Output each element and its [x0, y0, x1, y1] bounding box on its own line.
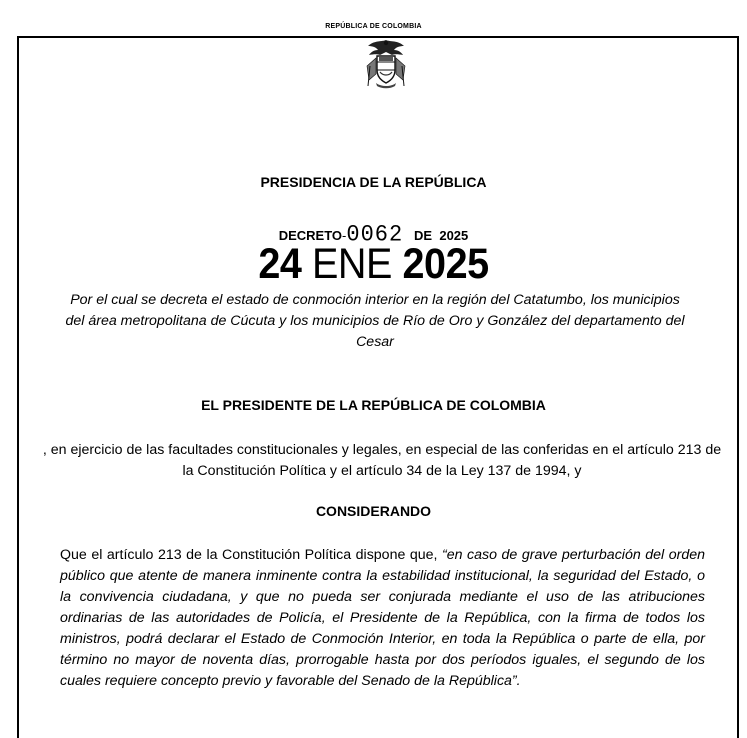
paragraph-quote: “en caso de grave perturbación del orden público que atente de manera inminente contra la estabilidad institucional, la seguridad del Estado, o la convivencia ciudadana, y que no pueda ser conjurada mediante el uso de las atribuciones ordinarias de las autoridades de Policía, el Presidente de la República, con la firma de todos los ministros, podrá declarar el Estado de Conmoción Interior, en toda la República o parte de ella, por término no mayor de noventa días, prorrogable hasta por dos períodos iguales, el segundo de los cuales requiere concepto previo y favorable del Senado de la República”. [60, 547, 705, 689]
date-year: 2025 [402, 240, 489, 288]
decree-year: 2025 [439, 228, 469, 243]
date-stamp [30, 240, 717, 289]
date-month: ENE [311, 240, 392, 288]
considerando-paragraph [60, 545, 705, 692]
decree-number: 0062 [346, 221, 404, 248]
authority-heading: EL PRESIDENTE DE LA REPÚBLICA DE COLOMBIA [201, 397, 546, 413]
date-day: 24 [258, 240, 302, 288]
decree-subtitle: Por el cual se decreta el estado de conmoción interior en la región del Catatumbo, los municipios del área metropolitana de Cúcuta y los municipios de Río de Oro y González del departamento del Cesar [65, 292, 685, 350]
country-header: REPÚBLICA DE COLOMBIA [325, 23, 422, 30]
decree-de-label: DE [414, 228, 433, 243]
issuer-heading: PRESIDENCIA DE LA REPÚBLICA [260, 174, 487, 190]
decree-label: DECRETO [278, 228, 343, 243]
paragraph-intro: Que el artículo 213 de la Constitución Política dispone que, [60, 547, 443, 563]
coat-of-arms-icon [362, 36, 410, 92]
considerando-heading: CONSIDERANDO [315, 503, 432, 519]
preamble-paragraph: , en ejercicio de las facultades constitucionales y legales, en especial de las conferidas en el artículo 213 de la Constitución Política y el artículo 34 de la Ley 137 de 1994, y [42, 442, 722, 479]
decree-number-line: DECRETO-0062 DE 2025 [278, 221, 469, 248]
